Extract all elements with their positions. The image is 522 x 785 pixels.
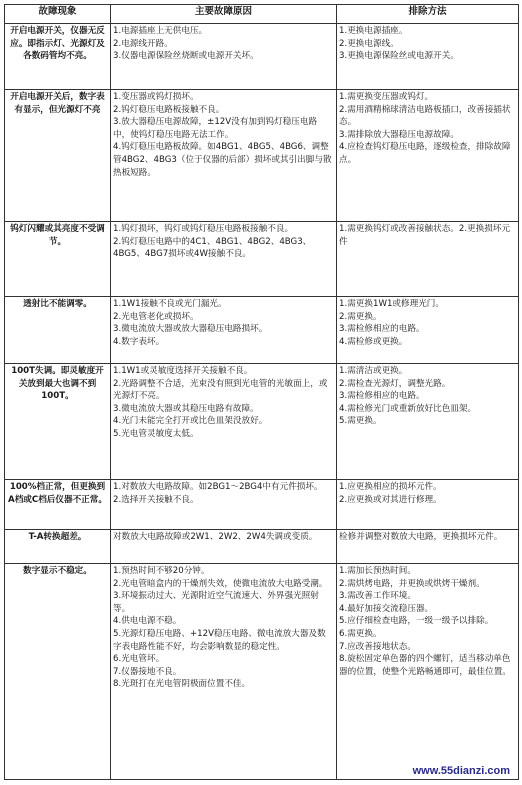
- fault-table: [4, 4, 519, 780]
- table-row: [5, 480, 519, 530]
- symptom-cell: T-A转换超差。: [5, 530, 111, 564]
- cause-item: 3.微电流放大器或其稳压电路有故障。: [113, 403, 259, 414]
- cause-cell: [111, 564, 337, 780]
- cause-cell: [111, 90, 337, 222]
- fix-item: 4.需检修或更换。: [339, 336, 408, 347]
- table-row: [5, 90, 519, 222]
- fix-item: 3.需检修相应的电路。: [339, 324, 425, 335]
- cause-item: 4.供电电源不稳。: [113, 616, 182, 627]
- header-symptom: 故障现象: [5, 5, 111, 24]
- fix-item: 7.应改善接地状态。: [339, 641, 416, 652]
- table-row: [5, 297, 519, 364]
- cause-item: 2.光电管老化或损坏。: [113, 311, 199, 322]
- cause-item: 5.光电管灵敏度太低。: [113, 428, 199, 439]
- cause-item: 4.钨灯稳压电路板故障。如4BG1、4BG5、4BG6、调整管4BG2、4BG3（位于仪器的后部）损坏或其引出脚与散热板短路。: [113, 142, 332, 178]
- table-header-row: [5, 5, 519, 24]
- symptom-cell: 钨灯闪耀或其亮度不受调节。: [5, 222, 111, 297]
- cause-item: 5.光源灯稳压电路、+12V稳压电路、微电流放大器及数字表电路性能不好，均会影响数显的稳定性。: [113, 628, 326, 652]
- cause-item: 4.数字表坏。: [113, 336, 165, 347]
- fix-item: 1.应更换相应的损坏元件。: [339, 482, 442, 492]
- fix-item: 2.应更换或对其进行修理。: [339, 494, 442, 505]
- fix-item: 2.需更换。: [339, 311, 382, 322]
- fix-item: 3.需检修相应的电路。: [339, 391, 425, 402]
- fix-item: 1.需清洁或更换。: [339, 366, 408, 376]
- fix-item: 4.最好加接交流稳压器。: [339, 603, 434, 614]
- cause-item: 1.对数放大电路故障。如2BG1～2BG4中有元件损坏。: [113, 482, 323, 492]
- fix-item: 5.需更换。: [339, 416, 382, 427]
- cause-item: 2.选择开关接触不良。: [113, 494, 199, 505]
- table-row: [5, 564, 519, 780]
- fix-item: 3.需改善工作环境。: [339, 591, 416, 602]
- table-row: [5, 222, 519, 297]
- fix-item: 2.更换电源线。: [339, 38, 399, 49]
- fix-cell: [337, 480, 519, 530]
- cause-item: 2.钨灯稳压电路板接触不良。: [113, 104, 225, 115]
- fix-cell: [337, 222, 519, 297]
- fix-cell: [337, 90, 519, 222]
- cause-cell: [111, 24, 337, 90]
- fix-item: 1.需更换变压器或钨灯。: [339, 92, 434, 102]
- fix-item: 1.需更换1W1或修理光门。: [339, 299, 444, 309]
- fix-item: 2.需检查光源灯，调整光路。: [339, 378, 451, 389]
- table-row: [5, 24, 519, 90]
- cause-item: 1.1W1接触不良或光门漏光。: [113, 299, 227, 309]
- cause-item: 1.预热时间不够20分钟。: [113, 566, 210, 576]
- cause-item: 4.光门未能完全打开或比色皿架没放好。: [113, 416, 268, 427]
- fix-item: 6.需更换。: [339, 628, 382, 639]
- symptom-cell: 开启电源开关，仪器无反应。即指示灯、光源灯及各数码管均不亮。: [5, 24, 111, 90]
- cause-cell: [111, 364, 337, 480]
- watermark: www.55dianzi.com: [412, 765, 510, 777]
- cause-item: 2.钨灯稳压电路中的4C1、4BG1、4BG2、4BG3、4BG5、4BG7损坏或4W接触不良。: [113, 236, 312, 260]
- fix-item: 检修并调整对数放大电路，更换损坏元件。: [339, 532, 503, 542]
- fix-item: 1.需更换钨灯或改善接触状态。2.更换损坏元件: [339, 224, 511, 247]
- cause-cell: [111, 222, 337, 297]
- fix-item: 1.更换电源插座。: [339, 26, 408, 36]
- cause-item: 3.环境振动过大、光源附近空气流速大、外界强光照射等。: [113, 591, 319, 614]
- cause-item: 1.电源插座上无供电压。: [113, 26, 208, 36]
- fix-item: 3.需排除放大器稳压电源故障。: [339, 129, 459, 140]
- cause-item: 6.光电管坏。: [113, 654, 165, 665]
- header-fix: 排除方法: [337, 5, 519, 24]
- fix-item: 2.需烘烤电路，并更换或烘烤干燥剂。: [339, 578, 485, 589]
- fix-item: 8.旋松固定单色器的四个螺钉，适当移动单色器的位置，使整个光路畅通即可，最佳位置。: [339, 654, 511, 677]
- fix-item: 5.应仔细检查电路，一级一级予以排除。: [339, 616, 494, 627]
- symptom-cell: 透射比不能调零。: [5, 297, 111, 364]
- cause-item: 对数放大电路故障或2W1、2W2、2W4失调或变质。: [113, 532, 318, 542]
- cause-cell: [111, 297, 337, 364]
- fix-item: 4.需检修光门或重新放好比色皿架。: [339, 403, 477, 414]
- symptom-cell: 开启电源开关后，数字表有显示，但光源灯不亮: [5, 90, 111, 222]
- cause-item: 2.电源线开路。: [113, 38, 173, 49]
- fix-cell: [337, 364, 519, 480]
- cause-item: 3.放大器稳压电源故障，±12V没有加到钨灯稳压电路中，使钨灯稳压电路无法工作。: [113, 117, 318, 140]
- cause-cell: [111, 530, 337, 564]
- symptom-cell: 100T失调。即灵敏度开关放到最大也调不到100T。: [5, 364, 111, 480]
- symptom-cell: 数字显示不稳定。: [5, 564, 111, 780]
- fix-item: 3.更换电源保险丝或电源开关。: [339, 51, 459, 62]
- cause-item: 2.光路调整不合适，光束没有照到光电管的光敏面上，或光源灯不亮。: [113, 378, 328, 402]
- fix-item: 2.需用酒精棉球清洁电路板插口，改善接插状态。: [339, 104, 511, 128]
- cause-item: 7.仪器接地不良。: [113, 666, 182, 677]
- fix-item: 1.需加长预热时间。: [339, 566, 416, 576]
- table-row: [5, 530, 519, 564]
- fix-cell: [337, 24, 519, 90]
- fault-table-page: [4, 4, 518, 782]
- cause-item: 3.仪器电源保险丝烧断或电源开关坏。: [113, 51, 259, 62]
- cause-item: 1.1W1或灵敏度选择开关接触不良。: [113, 366, 253, 376]
- cause-item: 3.微电流放大器或放大器稳压电路损坏。: [113, 324, 268, 335]
- cause-item: 8.光斑打在光电管阴极面位置不佳。: [113, 679, 251, 690]
- header-cause: 主要故障原因: [111, 5, 337, 24]
- symptom-cell: 100%档正常，但更换到A档或C档后仪器不正常。: [5, 480, 111, 530]
- cause-item: 1.变压器或钨灯损坏。: [113, 92, 199, 102]
- cause-cell: [111, 480, 337, 530]
- fix-cell: [337, 297, 519, 364]
- table-row: [5, 364, 519, 480]
- fix-item: 4.应检查钨灯稳压电路，逐级检查，排除故障点。: [339, 142, 511, 165]
- fix-cell: [337, 564, 519, 780]
- cause-item: 1.钨灯损坏，钨灯或钨灯稳压电路板接触不良。: [113, 224, 294, 234]
- cause-item: 2.光电管暗盒内的干燥剂失效，使微电流放大电路受潮。: [113, 578, 328, 589]
- fix-cell: [337, 530, 519, 564]
